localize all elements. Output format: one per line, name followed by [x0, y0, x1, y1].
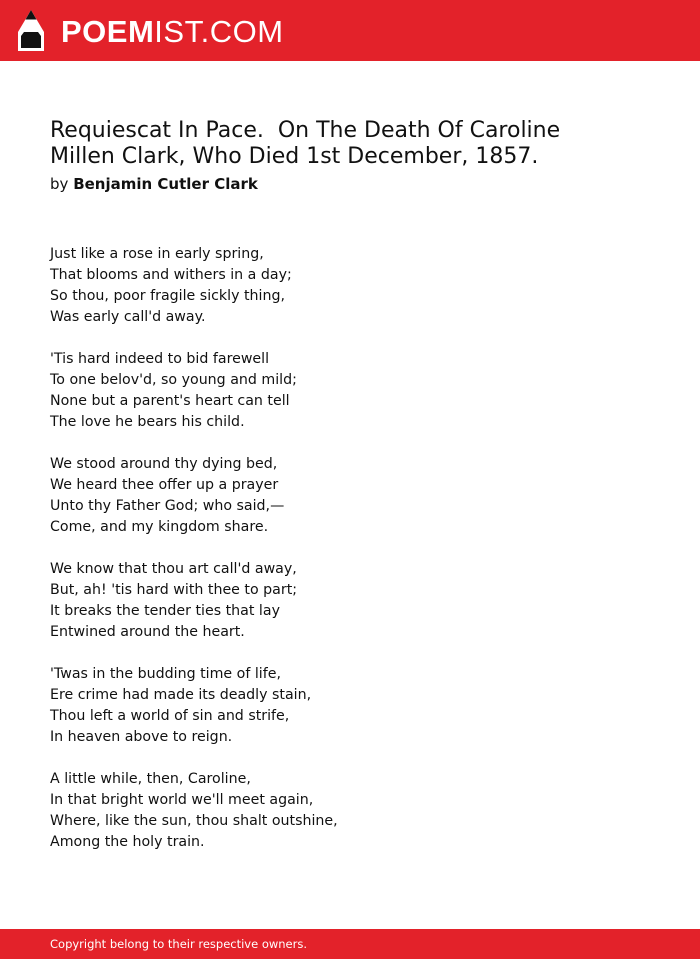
poem-line: 'Twas in the budding time of life,	[50, 666, 281, 682]
poem-line: Come, and my kingdom share.	[50, 519, 269, 535]
logo-text-bold: POEM	[61, 13, 155, 49]
poem-line: In that bright world we'll meet again,	[50, 792, 314, 808]
stanza	[50, 769, 338, 853]
poem-byline	[50, 175, 258, 194]
poem-line: Unto thy Father God; who said,—	[50, 498, 285, 514]
site-logo-text	[61, 13, 284, 49]
site-footer	[0, 929, 700, 959]
logo-text-light: IST.COM	[154, 13, 284, 49]
stanza	[50, 349, 338, 433]
poem-line: We stood around thy dying bed,	[50, 456, 278, 472]
stanza	[50, 559, 338, 643]
poem-line: 'Tis hard indeed to bid farewell	[50, 351, 270, 367]
site-logo[interactable]	[18, 9, 284, 53]
poem-line: Entwined around the heart.	[50, 624, 245, 640]
poem-line: We heard thee offer up a prayer	[50, 477, 279, 493]
poem-line: To one belov'd, so young and mild;	[50, 372, 297, 388]
pencil-icon	[18, 10, 44, 52]
poem-line: Ere crime had made its deadly stain,	[50, 687, 312, 703]
poem-line: In heaven above to reign.	[50, 729, 233, 745]
stanza	[50, 244, 338, 328]
poem-line: The love he bears his child.	[50, 414, 245, 430]
stanza	[50, 454, 338, 538]
by-label: by	[50, 175, 69, 193]
stanza	[50, 664, 338, 748]
poem-author: Benjamin Cutler Clark	[73, 175, 258, 193]
poem-line: That blooms and withers in a day;	[50, 267, 292, 283]
poem-title: Requiescat In Pace. On The Death Of Caroline Millen Clark, Who Died 1st December, 1857.	[50, 118, 561, 169]
poem-body	[50, 244, 338, 874]
poem-line: We know that thou art call'd away,	[50, 561, 297, 577]
site-header	[0, 0, 700, 61]
poem-line: None but a parent's heart can tell	[50, 393, 290, 409]
poem-line: So thou, poor fragile sickly thing,	[50, 288, 286, 304]
poem-line: Where, like the sun, thou shalt outshine,	[50, 813, 338, 829]
copyright-text: Copyright belong to their respective owners.	[50, 937, 308, 951]
poem-line: Thou left a world of sin and strife,	[50, 708, 290, 724]
poem-line: It breaks the tender ties that lay	[50, 603, 280, 619]
poem-line: Among the holy train.	[50, 834, 205, 850]
poem-line: A little while, then, Caroline,	[50, 771, 251, 787]
poem-line: But, ah! 'tis hard with thee to part;	[50, 582, 298, 598]
poem-line: Just like a rose in early spring,	[50, 246, 264, 262]
poem-line: Was early call'd away.	[50, 309, 206, 325]
